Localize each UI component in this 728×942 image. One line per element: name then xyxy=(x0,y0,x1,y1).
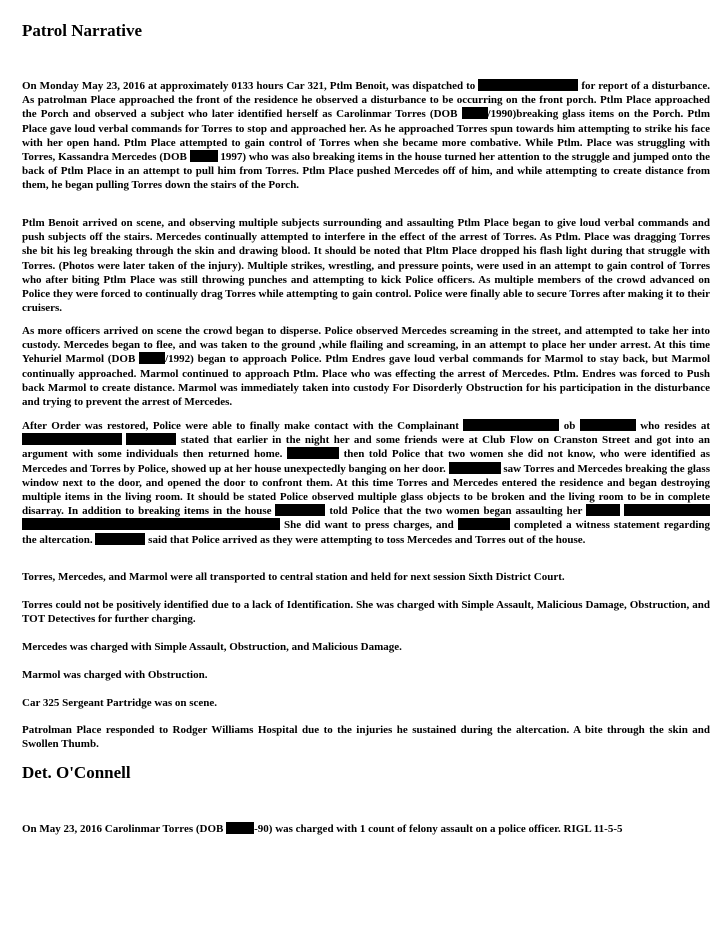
paragraph-mercedes-charges: Mercedes was charged with Simple Assault, Obstruction, and Malicious Damage. xyxy=(22,641,402,653)
paragraph-dispatch: On Monday May 23, 2016 at approximately 0133 hours Car 321, Ptlm Benoit, was dispatched to for report of a disturbance. As patrolman Place approached the front of the residence he observed a disturbance to be occurring on the front porch. Ptlm Place approached the Porch and observed a subject who later identified herself as Carolinmar Torres (DOB /1990)breaking glass items on the Porch. Ptlm Place gave loud verbal commands for Torres to stop and approached her. As he approached Torres spun towards him attempting to strike his face with her open hand. Ptlm Place attempted to gain control of Torres when she became more combative. While Ptlm. Place was struggling with Torres, Kassandra Mercedes (DOB 1997) who was also breaking items in the house turned her attention to the struggle and jumped onto the back of Ptlm Place in an attempt to pull him from Torres. Ptlm Place pushed Mercedes off of him, and while attempting to create distance from them, he began pulling Torres down the stairs of the Porch. xyxy=(22,80,710,192)
paragraph-felony-charge: On May 23, 2016 Carolinmar Torres (DOB -90) was charged with 1 count of felony assault on a police officer. RIGL 11-5-5 xyxy=(22,823,623,835)
redaction-dob xyxy=(580,419,636,431)
paragraph-hospital: Patrolman Place responded to Rodger Williams Hospital due to the injuries he sustained during the altercation. A bite through the skin and Swollen Thumb. xyxy=(22,724,710,751)
redaction-dob xyxy=(226,822,254,834)
redaction-name xyxy=(449,462,501,474)
paragraph-complainant: After Order was restored, Police were able to finally make contact with the Complainant ob who resides at stated that earlier in the night her and some friends were at Club Flow on Cranston Street and got into an argument with some individuals then returned home. then told Police that two women she did not know, who were identified as Mercedes and Torres by Police, showed up at her house unexpectedly banging on her door. saw Torres and Mercedes breaking the glass window next to the door, and opened the door to confront them. At this time Torres and Mercedes entered the residence and began destroying multiple items in the living room. It should be stated Police observed multiple glass objects to be broken and the living room to be in complete disarray. In addition to breaking items in the house told Police that the two women began assaulting her She did want to press charges, and completed a witness statement regarding the altercation. said that Police arrived as they were attempting to toss Mercedes and Torres out of the house. xyxy=(22,420,711,546)
redaction-name xyxy=(275,504,325,516)
redaction-name xyxy=(458,518,510,530)
paragraph-transport: Torres, Mercedes, and Marmol were all transported to central station and held for next session Sixth District Court. xyxy=(22,571,565,583)
redaction-text xyxy=(624,504,710,516)
redaction-name xyxy=(463,419,559,431)
paragraph-sergeant: Car 325 Sergeant Partridge was on scene. xyxy=(22,697,218,709)
paragraph-marmol-charges: Marmol was charged with Obstruction. xyxy=(22,669,208,681)
paragraph-torres-charges: Torres could not be positively identified due to a lack of Identification. She was charged with Simple Assault, Malicious Damage, Obstruction, and TOT Detectives for further charging. xyxy=(22,599,710,626)
redaction-dob xyxy=(462,107,488,119)
redaction-address xyxy=(126,433,176,445)
redaction-dob xyxy=(190,150,218,162)
redaction-name xyxy=(95,533,145,545)
paragraph-benoit-arrival: Ptlm Benoit arrived on scene, and observing multiple subjects surrounding and assaulting Ptlm Place began to give loud verbal commands and push subjects off the stairs. Mercedes continually attempted to interfere in the effect of the arrest of Torres. As Ptlm. Place was dragging Torres she bit his leg breaking through the skin and drawing blood. It should be noted that Pltm Place dropped his flash light during that struggle with Torres. (Photos were later taken of the injury). Multiple strikes, wrestling, and pressure points, were used in an attempt to gain control of Torres who after biting Ptlm Place was still throwing punches and attempting to kick Police officers. As multiple members of the crowd advanced on Police they were forced to continually drag Torres while attempting to gain control. Police were finally able to secure Torres after making it to their cruisers. xyxy=(22,217,710,315)
paragraph-crowd-disperse: As more officers arrived on scene the crowd began to disperse. Police observed Mercedes screaming in the street, and attempted to take her into custody. Mercedes began to flee, and was taken to the ground ,while flailing and screaming, in an attempt to place her under arrest. At this time Yehuriel Marmol (DOB /1992) began to approach Police. Ptlm Endres gave loud verbal commands for Marmol to stay back, but Marmol continually approached. Marmol continued to approach Ptlm. Place who was effecting the arrest of Mercedes. Ptlm. Endres was forced to Push back Marmol to create distance. Marmol was immediately taken into custody For Disorderly Obstruction for his participation in the disturbance and trying to prevent the arrest of Mercedes. xyxy=(22,325,711,409)
redaction-text xyxy=(22,518,280,530)
redaction-dob xyxy=(139,352,165,364)
heading-det-oconnell: Det. O'Connell xyxy=(22,763,131,782)
redaction-name xyxy=(287,447,339,459)
redaction-address xyxy=(22,433,122,445)
heading-patrol-narrative: Patrol Narrative xyxy=(22,21,143,40)
redaction-address xyxy=(478,79,578,91)
redaction-text xyxy=(586,504,620,516)
